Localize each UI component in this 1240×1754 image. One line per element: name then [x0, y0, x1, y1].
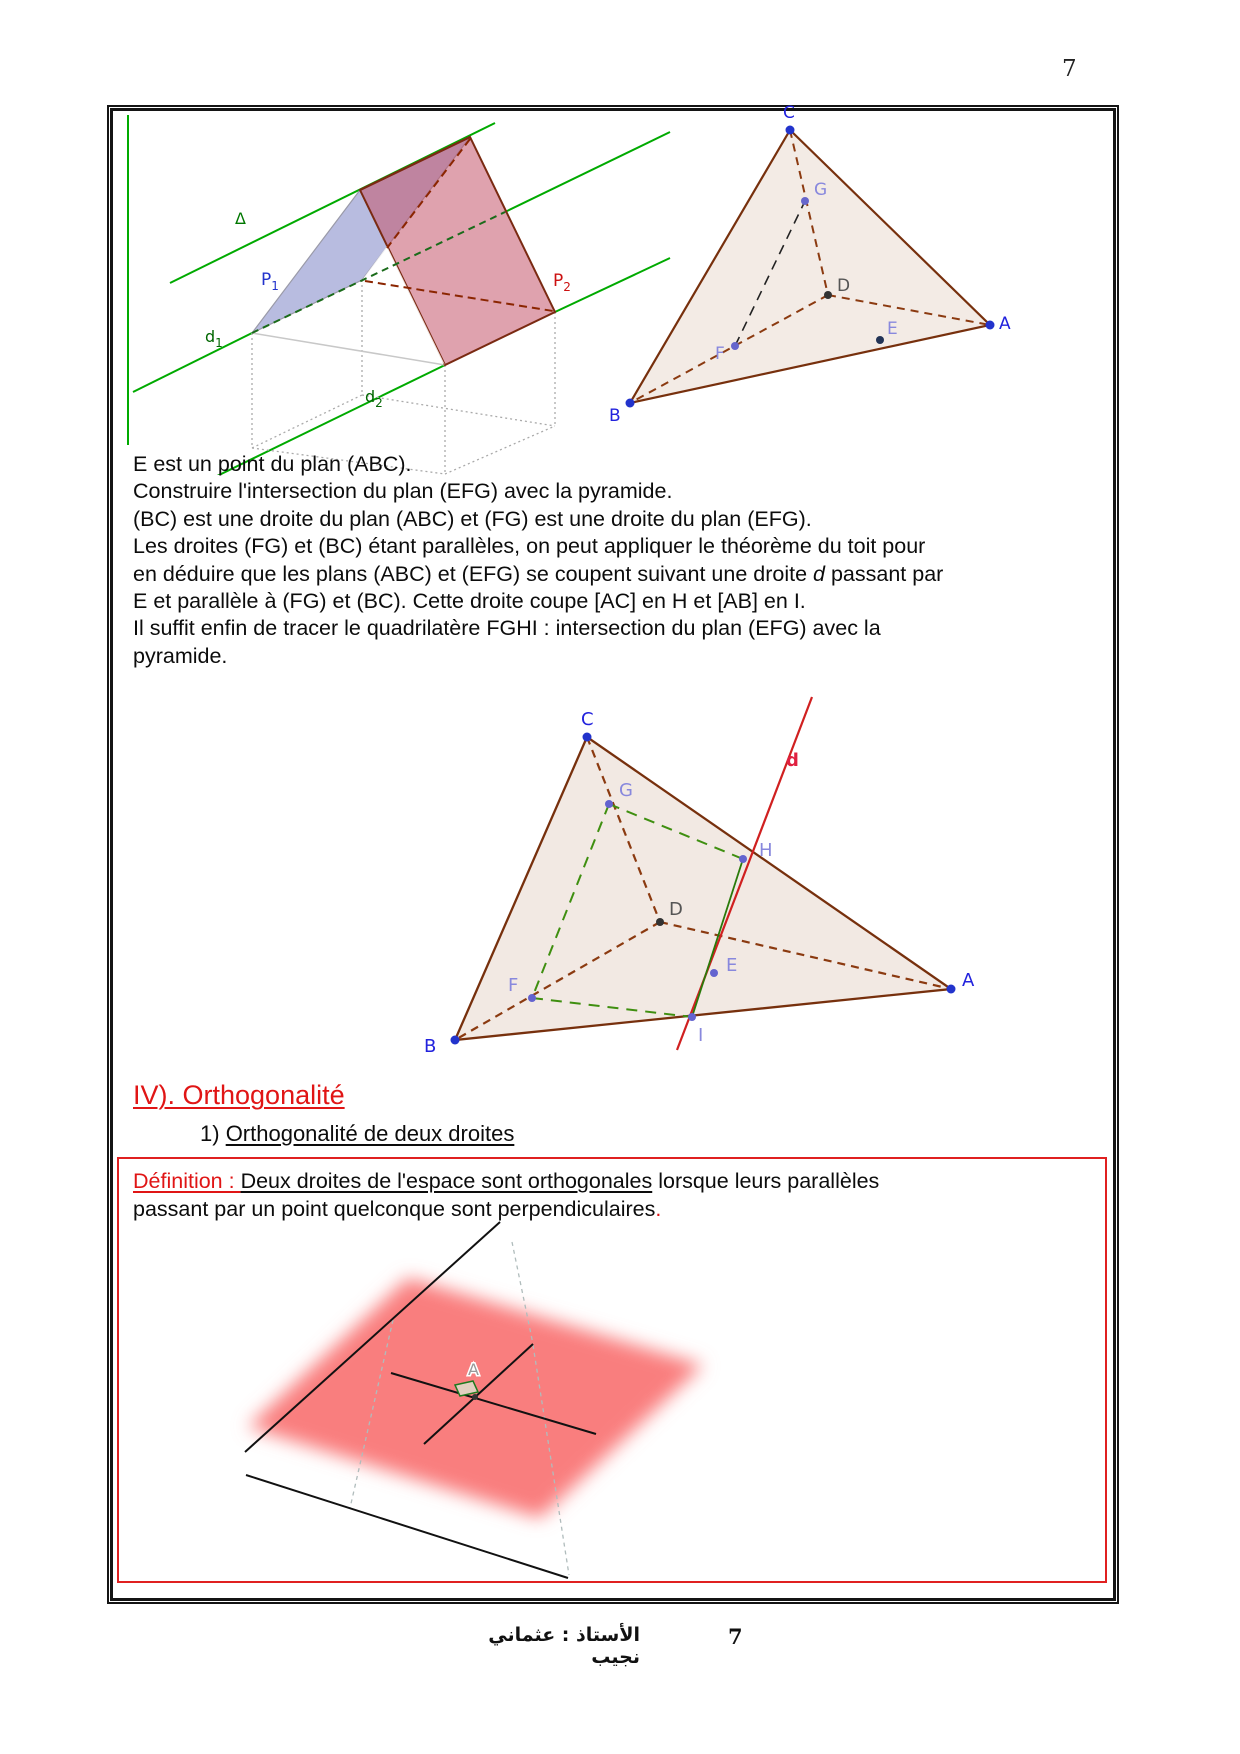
- label-h: H: [759, 840, 773, 861]
- label-i: I: [698, 1025, 704, 1046]
- label-d: D: [669, 899, 683, 920]
- label-line-d: d: [786, 750, 799, 771]
- definition-label: Définition :: [133, 1169, 241, 1193]
- label-b: B: [424, 1036, 437, 1057]
- label-f: F: [508, 975, 519, 996]
- label-g: G: [619, 780, 633, 801]
- subsection-heading: [200, 1121, 514, 1147]
- d2-label: $d_2$: [365, 387, 383, 410]
- point-d-dot: [656, 918, 664, 926]
- point-c-dot: [786, 126, 795, 135]
- d1-label: $d_1$: [205, 327, 223, 350]
- label-e: E: [887, 319, 898, 339]
- paragraph-line: E et parallèle à (FG) et (BC). Cette droite coupe [AC] en H et [AB] en I.: [133, 589, 806, 614]
- p1-label: $P_1$: [261, 270, 279, 293]
- label-a: A: [468, 1360, 479, 1379]
- figure-roof-theorem-and-pyramid: [115, 100, 1015, 475]
- line-d-italic: d: [813, 561, 825, 586]
- d1-line-extension: [505, 132, 670, 212]
- p2-label: $P_2$: [553, 271, 571, 294]
- label-f: F: [715, 344, 725, 364]
- point-g-dot: [801, 197, 809, 205]
- definition-period: .: [655, 1197, 662, 1221]
- pyramid1-face: [630, 130, 990, 403]
- point-c-dot: [583, 733, 592, 742]
- label-a: A: [962, 970, 975, 991]
- definition-rest: lorsque leurs parallèles: [652, 1169, 880, 1193]
- footer-page-number: 7: [728, 1624, 743, 1649]
- label-c: C: [581, 709, 594, 730]
- footer-teacher-name: الأستاذ : عثماني نجيب: [488, 1624, 640, 1668]
- definition-line2: passant par un point quelconque sont perpendiculaires: [133, 1197, 656, 1221]
- paragraph-line: Il suffit enfin de tracer le quadrilatère FGHI : intersection du plan (EFG) avec la: [133, 616, 881, 641]
- paragraph-line: E est un point du plan (ABC).: [133, 452, 412, 476]
- point-h-dot: [739, 855, 747, 863]
- point-i-dot: [688, 1013, 696, 1021]
- point-e-dot: [710, 969, 718, 977]
- pyramid2-face: [455, 737, 951, 1040]
- exercise-paragraph: [133, 451, 1013, 670]
- paragraph-line: (BC) est une droite du plan (ABC) et (FG) est une droite du plan (EFG).: [133, 506, 812, 531]
- point-a-dot: [986, 321, 995, 330]
- subsection-title: Orthogonalité de deux droites: [225, 1121, 515, 1146]
- paragraph-line: Les droites (FG) et (BC) étant parallèles, on peut appliquer le théorème du toit pour: [133, 534, 926, 559]
- point-f-dot: [731, 342, 739, 350]
- section-heading: IV). Orthogonalité: [133, 1080, 345, 1110]
- label-c: C: [783, 103, 795, 123]
- point-a-dot: [947, 985, 956, 994]
- label-g: G: [814, 180, 828, 200]
- page-number-top: 7: [1062, 56, 1077, 82]
- paragraph-line: [133, 561, 1013, 588]
- d1-line-solid: [133, 333, 252, 392]
- figure-pyramid-section: [390, 640, 990, 1070]
- point-d-dot: [824, 291, 832, 299]
- point-f-dot: [528, 994, 536, 1002]
- label-a: A: [999, 314, 1011, 334]
- point-a-dot: [472, 1394, 478, 1400]
- line-d-pre: en déduire que les plans (ABC) et (EFG) se coupent suivant une droite: [133, 561, 814, 586]
- subsection-number: 1): [200, 1121, 226, 1146]
- label-e: E: [726, 955, 738, 976]
- paragraph-line: Construire l'intersection du plan (EFG) avec la pyramide.: [133, 479, 673, 504]
- definition-underlined: Deux droites de l'espace sont orthogonales: [240, 1169, 653, 1193]
- paragraph-line: pyramide.: [133, 643, 228, 668]
- prism-base-edge: [252, 333, 445, 365]
- point-e-dot: [876, 336, 884, 344]
- d2-line-extension: [555, 258, 670, 312]
- label-d: D: [837, 276, 851, 296]
- point-b-dot: [626, 399, 635, 408]
- line-d-post: passant par: [824, 561, 944, 586]
- point-b-dot: [451, 1036, 460, 1045]
- point-g-dot: [605, 800, 613, 808]
- label-b: B: [609, 406, 621, 426]
- figure-orthogonal-lines: [225, 1205, 1015, 1595]
- delta-label: Δ: [235, 209, 246, 228]
